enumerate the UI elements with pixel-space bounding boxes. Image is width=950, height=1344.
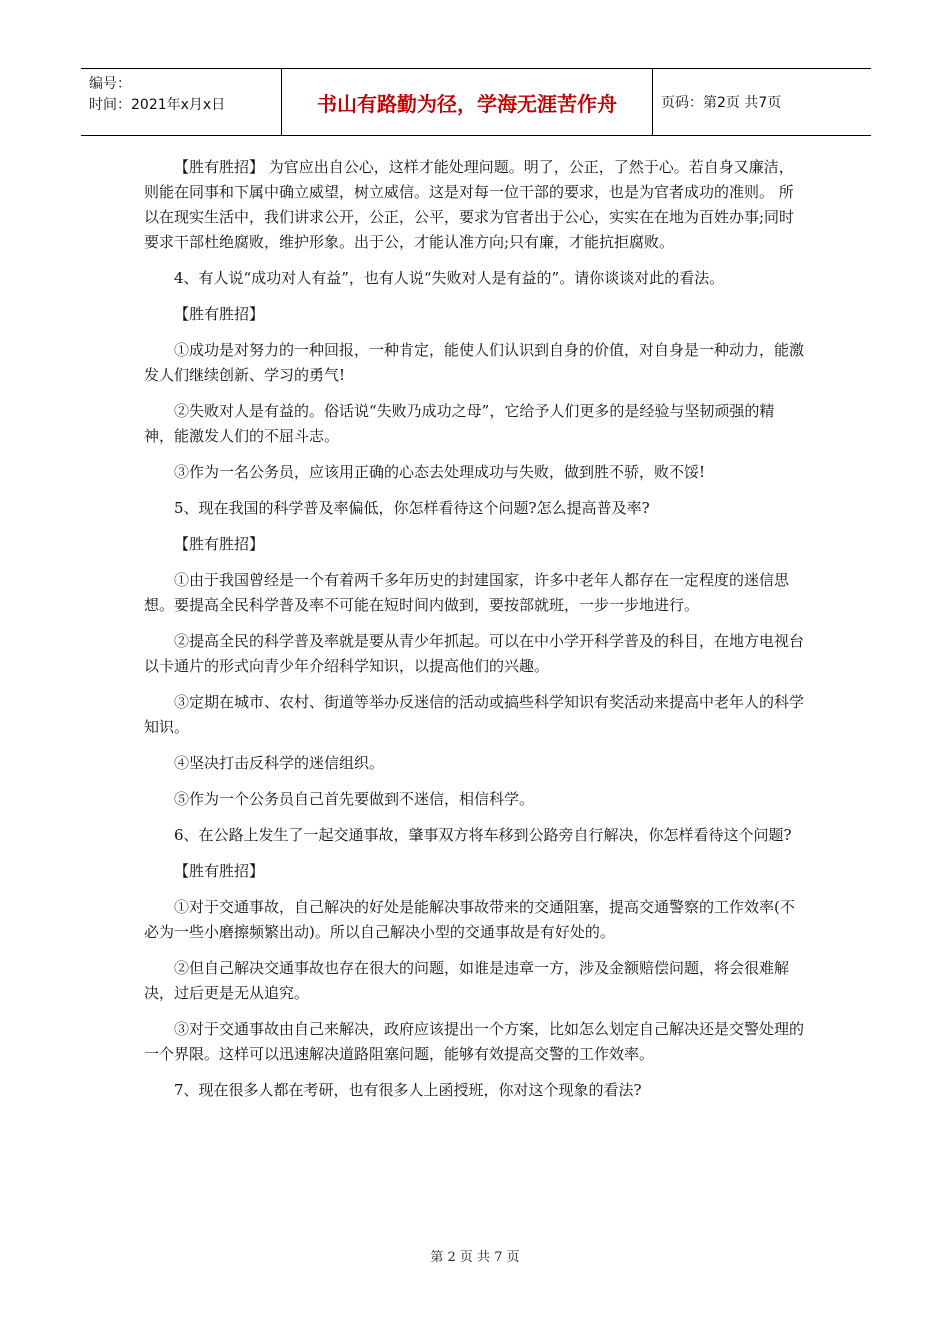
- paragraph: ②失败对人是有益的。俗话说“失败乃成功之母”，它给予人们更多的是经验与坚韧顽强的精神，能激发人们的不屈斗志。: [144, 402, 775, 445]
- paragraph: 【胜有胜招】 为官应出自公心，这样才能处理问题。明了，公正，了然于心。若自身又廉洁，则能在同事和下属中确立威望，树立威信。这是对每一位干部的要求，也是为官者成功的准则。 所以在现实生活中，我们讲求公开，公正，公平，要求为官者出于公心，实实在在地为百姓办事;同时要求干部杜绝腐败，维护形象。出于公，才能认准方向;只有廉，才能抗拒腐败。: [144, 158, 795, 251]
- paragraph: ③对于交通事故由自己来解决，政府应该提出一个方案，比如怎么划定自己解决还是交警处理的一个界限。这样可以迅速解决道路阻塞问题，能够有效提高交警的工作效率。: [144, 1020, 805, 1063]
- paragraph: ②提高全民的科学普及率就是要从青少年抓起。可以在中小学开科学普及的科目，在地方电视台以卡通片的形式向青少年介绍科学知识，以提高他们的兴趣。: [144, 632, 805, 675]
- header-page-info: 页码：第2页 共7页: [661, 95, 782, 111]
- page-footer: 第 2 页 共 7 页: [430, 1250, 520, 1265]
- paragraph: ③作为一名公务员，应该用正确的心态去处理成功与失败，做到胜不骄，败不馁!: [174, 463, 706, 481]
- paragraph: ⑤作为一个公务员自己首先要做到不迷信，相信科学。: [174, 790, 535, 808]
- question-5: 5、现在我国的科学普及率偏低，你怎样看待这个问题?怎么提高普及率?: [174, 499, 650, 517]
- number-label: 编号：: [89, 76, 131, 92]
- paragraph: ①成功是对努力的一种回报，一种肯定，能使人们认识到自身的价值，对自身是一种动力，能激发人们继续创新、学习的勇气!: [144, 341, 805, 384]
- header-meta: [81, 69, 281, 135]
- answer-heading: 【胜有胜招】: [174, 305, 265, 323]
- date-label: 时间：2021年x月x日: [89, 97, 226, 113]
- question-4: 4、有人说“成功对人有益”，也有人说“失败对人是有益的”。请你谈谈对此的看法。: [174, 269, 725, 287]
- document-body: [144, 155, 804, 1114]
- question-7: 7、现在很多人都在考研，也有很多人上函授班，你对这个现象的看法?: [174, 1081, 642, 1099]
- header-motto: 书山有路勤为径，学海无涯苦作舟: [281, 69, 653, 135]
- paragraph: ③定期在城市、农村、街道等举办反迷信的活动或搞些科学知识有奖活动来提高中老年人的科学知识。: [144, 693, 805, 736]
- answer-heading: 【胜有胜招】: [174, 535, 265, 553]
- question-6: 6、在公路上发生了一起交通事故，肇事双方将车移到公路旁自行解决，你怎样看待这个问题?: [174, 826, 792, 844]
- answer-heading: 【胜有胜招】: [174, 862, 265, 880]
- paragraph: ④坚决打击反科学的迷信组织。: [174, 754, 385, 772]
- page-header: [81, 68, 871, 136]
- paragraph: ①对于交通事故，自己解决的好处是能解决事故带来的交通阻塞，提高交通警察的工作效率(不必为一些小磨擦频繁出动)。所以自己解决小型的交通事故是有好处的。: [144, 898, 795, 941]
- paragraph: ①由于我国曾经是一个有着两千多年历史的封建国家，许多中老年人都存在一定程度的迷信思想。要提高全民科学普及率不可能在短时间内做到，要按部就班，一步一步地进行。: [144, 571, 790, 614]
- paragraph: ②但自己解决交通事故也存在很大的问题，如谁是违章一方，涉及金额赔偿问题，将会很难解决，过后更是无从追究。: [144, 959, 790, 1002]
